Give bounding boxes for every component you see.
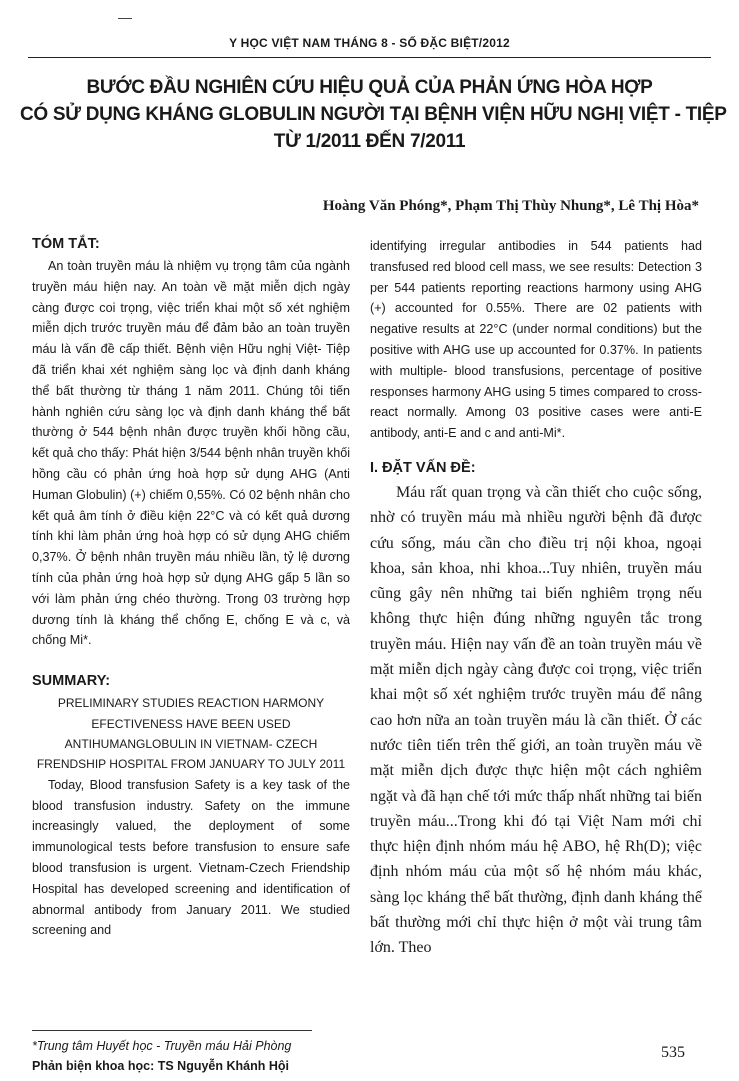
footnote-reviewer-name: TS Nguyễn Khánh Hội [157, 1059, 289, 1073]
summary-title-line-3: ANTIHUMANGLOBULIN IN VIETNAM- CZECH [64, 736, 318, 751]
intro-heading: I. ĐẶT VẤN ĐỀ: [370, 459, 476, 476]
summary-text-right: identifying irregular antibodies in 544 patients had transfused red blood cell mass, we see results: Detection 3 per 544 patients reporting reactions harmony using AHG (+) accounted for 0.55%. There are 02 patients with negative results at 22°C (under normal conditions) but the positive with AHG use up accounted for 0.37%. In patients with multiple- blood transfusions, percentage of positive responses harmony AHG using 5 times compared to cross-react normally. Among 03 positive cases were anti-E antibody, anti-E and c and anti-Mi*. [370, 239, 702, 441]
footnote-reviewer-label: Phản biện khoa học: [32, 1059, 155, 1073]
page-number: 535 [661, 1044, 685, 1061]
intro-text: Máu rất quan trọng và cần thiết cho cuộc sống, nhờ có truyền máu mà nhiều người bệnh đã được cứu sống, máu cần cho điều trị nội khoa, ngoại khoa, sản khoa, nhi khoa...Tuy nhiên, truyền máu cũng gây nên những tai biến nghiêm trọng nếu không thực hiện đúng những nguyên tắc trong truyền máu. Hiện nay vấn đề an toàn truyền máu về mặt miễn dịch ngày càng được coi trọng, việc triển khai một số xét nghiệm trước truyền máu để nâng cao hơn nữa an toàn truyền máu là cần thiết. Ở các nước tiên tiến trên thế giới, an toàn truyền máu về mặt miễn dịch được thực hiện một cách nghiêm ngặt và đã hạn chế tới mức thấp nhất những tai biến truyền máu...Trong khi đó tại Việt Nam mới chỉ thực hiện định nhóm máu hệ ABO, hệ Rh(D); việc định nhóm máu của một số hệ nhóm máu khác, sàng lọc kháng thể bất thường, định danh kháng thể bất thường mới chỉ thực hiện ở một vài trung tâm lớn. Theo [370, 483, 702, 957]
abstract-text: An toàn truyền máu là nhiệm vụ trọng tâm của ngành truyền máu hiện nay. An toàn về mặt miễn dịch ngày càng được coi trọng, việc triển khai một số xét nghiệm miễn dịch trước truyền máu để đảm bảo an toàn truyền máu là vấn đề cấp thiết. Bệnh viện Hữu nghị Việt- Tiệp đã triển khai xét nghiệm sàng lọc và định danh kháng thể bất thường từ tháng 1 năm 2011. Chúng tôi tiến hành nghiên cứu sàng lọc và định danh kháng thể bất thường ở 544 bệnh nhân được truyền khối hồng cầu, kết quả cho thấy: Phát hiện 3/544 bệnh nhân truyền khối hồng cầu có phản ứng hoà hợp sử dụng AHG (Anti Human Globulin) (+) chiếm 0,55%. Có 02 bệnh nhân cho kết quả âm tính ở điều kiện 22°C và có kết quả dương tính khi làm phản ứng hoà hợp có sử dụng AHG chiếm 0,37%. Ở bệnh nhân truyền máu nhiều lần, tỷ lệ dương tính của phản ứng hoà hợp sử dụng AHG gấp 5 lần so với làm phản ứng chéo thường. Trong 03 trường hợp dương tính là kháng thể chống E, chống E và c, và chống Mi*. [32, 259, 350, 648]
journal-header: Y HỌC VIỆT NAM THÁNG 8 - SỐ ĐẶC BIỆT/2012 [229, 36, 510, 50]
right-column [370, 236, 702, 961]
summary-title-line-4: FRENDSHIP HOSPITAL FROM JANUARY TO JULY 2011 [36, 757, 346, 772]
footnote-rule [32, 1030, 312, 1031]
abstract-heading: TÓM TẮT: [32, 236, 100, 252]
title-line-3: TỪ 1/2011 ĐẾN 7/2011 [273, 131, 466, 152]
summary-title [32, 693, 350, 775]
footnote-affiliation: *Trung tâm Huyết học - Truyền máu Hải Phòng [32, 1039, 292, 1053]
summary-text-left: Today, Blood transfusion Safety is a key task of the blood transfusion industry. Safety on the immune increasingly valued, the deployment of some immunological tests before transfusion to ensure safe blood transfusion is urgent. Vietnam-Czech Friendship Hospital has developed screening and identification of abnormal antibody from January 2011. We studied screening and [32, 777, 350, 938]
footnote [32, 1036, 291, 1076]
title-line-1: BƯỚC ĐẦU NGHIÊN CỨU HIỆU QUẢ CỦA PHẢN ỨNG HÒA HỢP [86, 77, 653, 98]
author-list: Hoàng Văn Phóng*, Phạm Thị Thùy Nhung*, Lê Thị Hòa* [322, 198, 699, 214]
summary-title-line-2: EFECTIVENESS HAVE BEEN USED [91, 716, 291, 731]
summary-heading: SUMMARY: [32, 673, 111, 690]
title-line-2: CÓ SỬ DỤNG KHÁNG GLOBULIN NGƯỜI TẠI BỆNH VIỆN HỮU NGHỊ VIỆT - TIỆP [20, 104, 727, 125]
left-column [32, 236, 350, 941]
header-rule [28, 57, 711, 58]
summary-title-line-1: PRELIMINARY STUDIES REACTION HARMONY [57, 696, 325, 711]
top-mark [118, 18, 132, 19]
article-title [20, 74, 727, 155]
